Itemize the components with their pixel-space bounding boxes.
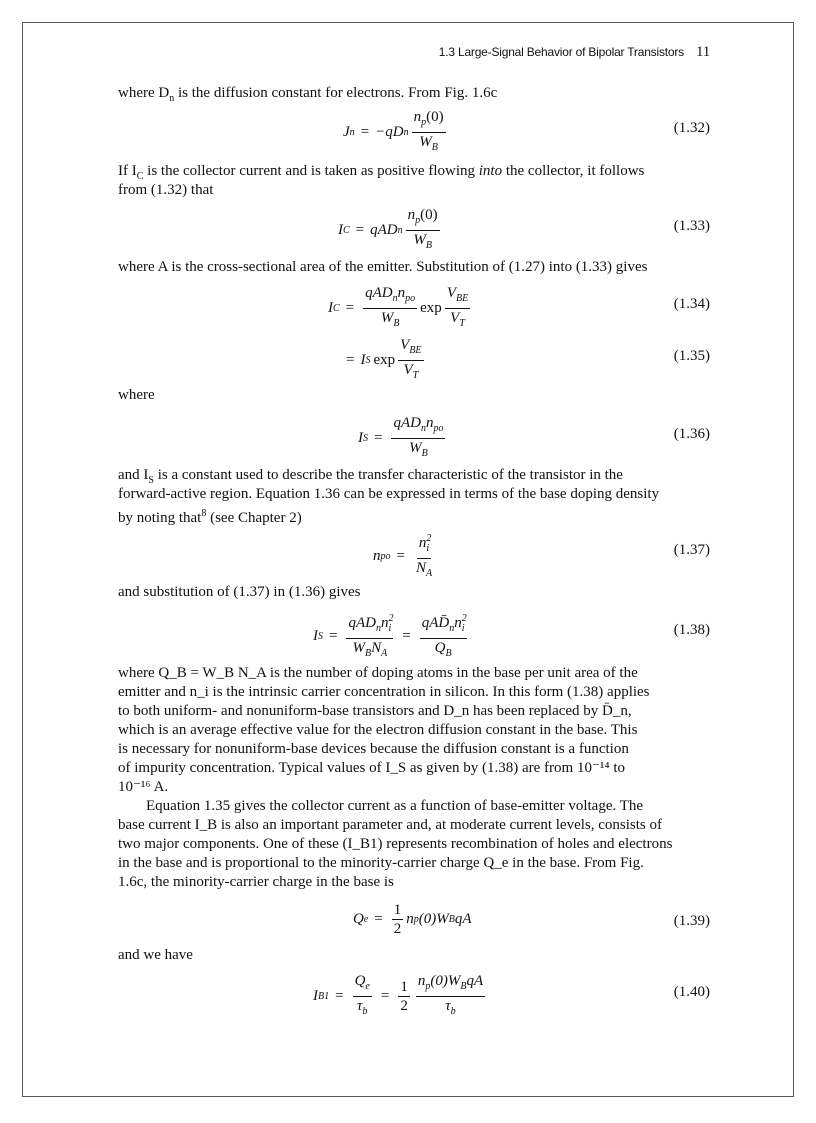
equation-1-33: I C = qAD n $\frac{n_p(0)}{W_B}$ (1.33): [338, 207, 710, 251]
paragraph-p3: where A is the cross-sectional area of the emitter. Substitution of (1.27) into (1.33) gives: [118, 259, 648, 275]
equation-number: (1.36): [673, 426, 710, 442]
equation-1-39: Q e = $\frac{1}{2}$ n p (0)W B qA (1.39): [353, 902, 710, 937]
paragraph-p6: and substitution of (1.37) in (1.36) gives: [118, 584, 361, 600]
equation-1-36: I S = $\frac{qAD_nn_{po}}{W_B}$ (1.36): [358, 415, 710, 459]
equation-1-34: I C = $\frac{qAD_nn_{po}}{W_B}$ exp $\frac{V_{BE}}{V_T}$ (1.34): [328, 285, 710, 329]
equation-number: (1.33): [673, 218, 710, 234]
paragraph-p5c: by noting that$^8$ (see Chapter 2): [118, 508, 302, 526]
paragraph-p2b: from (1.32) that: [118, 182, 214, 198]
equation-number: (1.32): [673, 120, 710, 136]
equation-number: (1.35): [673, 348, 710, 364]
equation-1-40: I B1 = $\frac{Q_e}{\tau_b}$ = $\frac{1}{2}$ $\frac{n_p(0)W_BqA}{\tau_b}$ (1.40): [313, 973, 710, 1017]
paragraph-p1: where $D_n$ is the diffusion constant for electrons. From Fig. 1.6c: [118, 85, 498, 104]
equation-1-32: J n = −qD n $\frac{n_p(0)}{W_B}$ (1.32): [343, 109, 710, 153]
paragraph-p8: Equation 1.35 gives the collector current as a function of base-emitter voltage. The base current I_B is also an important parameter and, at moderate current levels, consists of two major components. One of these (I_B1) represents recombination of holes and electrons in the base and is proportional to the minority-carrier charge Q_e in the base. From Fig. 1.6c, the minority-carrier charge in the base is: [118, 798, 673, 890]
equation-number: (1.40): [673, 984, 710, 1000]
equation-number: (1.34): [673, 296, 710, 312]
equation-1-37: n po = $\frac{n^2_i}{N_A}$ (1.37): [118, 530, 710, 570]
paragraph-p5: and $I_S$ is a constant used to describe the transfer characteristic of the transistor in the: [118, 467, 623, 486]
paragraph-p4: where: [118, 387, 155, 403]
paragraph-p5b: forward-active region. Equation 1.36 can be expressed in terms of the base doping density: [118, 486, 660, 502]
equation-number: (1.38): [673, 622, 710, 638]
equation-number: (1.37): [673, 542, 710, 558]
paragraph-p7: where Q_B = W_B N_A is the number of doping atoms in the base per unit area of the emitter and n_i is the intrinsic carrier concentration in silicon. In this form (1.38) applies to both uniform- and nonuniform-base transistors and D_n has been replaced by D̄_n, which is an average effective value for the electron diffusion constant in the base. This is necessary for nonuniform-base devices because the diffusion constant is a function of impurity concentration. Typical values of I_S as given by (1.38) are from 10⁻¹⁴ to 10⁻¹⁶ A.: [118, 665, 650, 795]
running-title: 1.3 Large-Signal Behavior of Bipolar Transistors: [438, 45, 684, 59]
equation-1-38: I S = $\frac{qAD_nn^2_i}{W_BN_A}$ = $\frac{qAD̄_nn^2_i}{Q_B}$ (1.38): [118, 610, 710, 650]
equation-1-35: = I S exp $\frac{V_{BE}}{V_T}$ (1.35): [346, 337, 710, 381]
paragraph-p9: and we have: [118, 947, 193, 963]
paragraph-p2: If $I_C$ is the collector current and is taken as positive flowing into the collector, it follows: [118, 163, 645, 182]
equation-number: (1.39): [673, 913, 710, 929]
running-header: [439, 44, 710, 61]
page-number: 11: [695, 44, 710, 60]
